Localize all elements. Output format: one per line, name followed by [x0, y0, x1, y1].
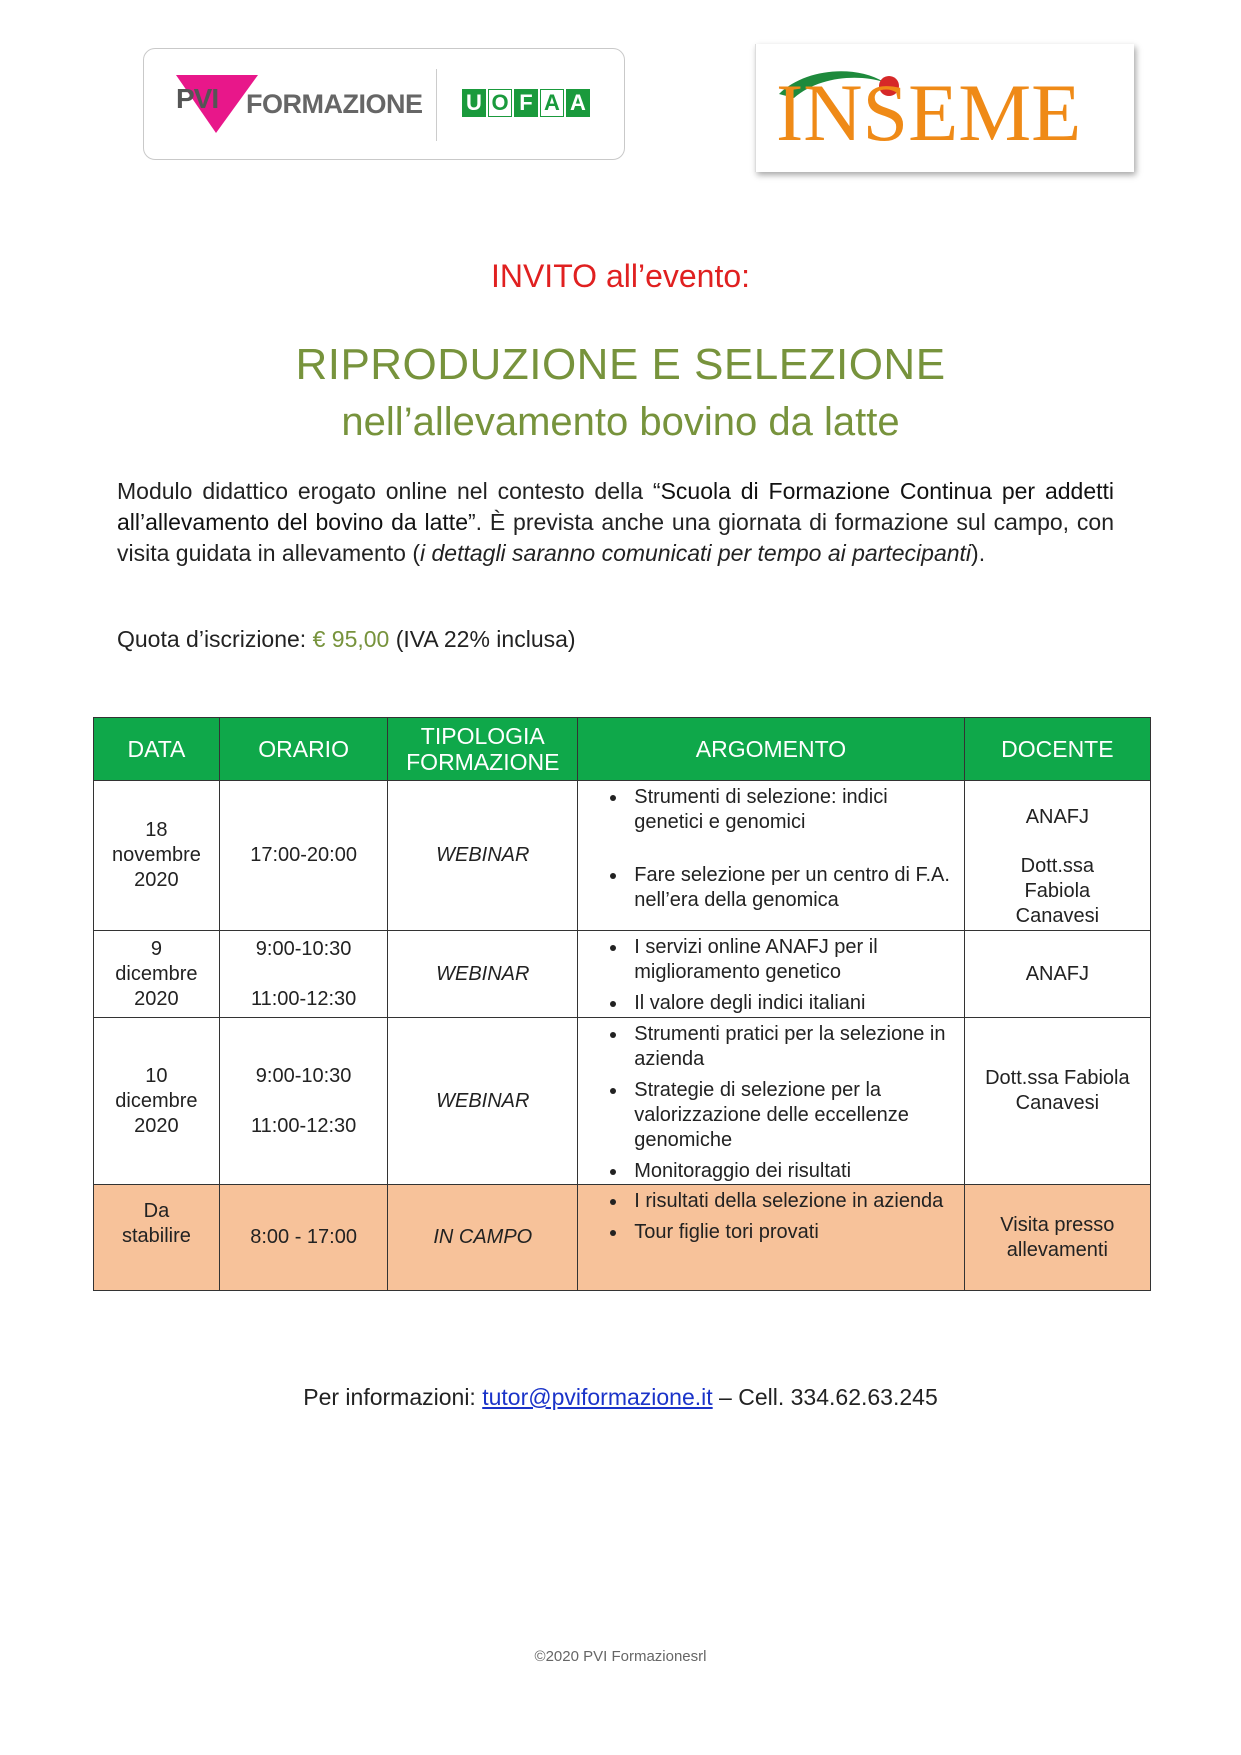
- event-subtitle: nell’allevamento bovino da latte: [341, 400, 900, 444]
- date-month: dicembre: [115, 962, 198, 985]
- quota-note: (IVA 22% inclusa): [389, 626, 576, 652]
- date-month: stabilire: [121, 1225, 191, 1247]
- intro-italic-note: i dettagli saranno comunicati per tempo ai partecipanti: [420, 540, 972, 566]
- cell-tipologia: WEBINAR: [388, 781, 578, 931]
- time-slot: 17:00-20:00: [250, 844, 357, 866]
- date-year: 2020: [134, 987, 179, 1010]
- uofaa-letter: O: [488, 89, 512, 117]
- time-slot: 11:00-12:30: [250, 1114, 357, 1137]
- date-day: 18: [145, 819, 168, 841]
- header-docente: DOCENTE: [964, 718, 1150, 781]
- intro-text: Modulo didattico erogato online nel contesto della “: [117, 478, 661, 504]
- school-name: Scuola di Formazione Continua per addetti all’allevamento del bovino da latte: [117, 478, 1114, 535]
- uofaa-letter: A: [540, 89, 564, 117]
- quota-price: € 95,00: [312, 626, 390, 652]
- date-year: 2020: [134, 869, 179, 891]
- cell-data: [94, 1018, 220, 1185]
- quota-line: [117, 626, 576, 653]
- teacher: Visita presso allevamenti: [1000, 1213, 1115, 1261]
- cell-data: [94, 931, 220, 1018]
- time-slot: 9:00-10:30: [255, 937, 352, 960]
- date-day: 9: [150, 937, 162, 960]
- table-row: [94, 781, 1151, 931]
- header-argomento: ARGOMENTO: [578, 718, 964, 781]
- teacher: ANAFJ: [1025, 962, 1090, 985]
- inseme-logo-text: INSEME: [776, 67, 1082, 158]
- cell-docente: [964, 1185, 1150, 1291]
- table-row: [94, 1018, 1151, 1185]
- email-link[interactable]: tutor@pviformazione.it: [482, 1384, 713, 1410]
- event-title: RIPRODUZIONE E SELEZIONE: [295, 340, 946, 389]
- uofaa-letter: A: [566, 89, 590, 117]
- uofaa-letter: U: [462, 89, 486, 117]
- invito-heading: INVITO all’evento:: [490, 258, 751, 294]
- topic-item: • Strumenti pratici per la selezione in azienda: [628, 1022, 955, 1072]
- cell-docente: [964, 1018, 1150, 1185]
- cell-docente: [964, 781, 1150, 931]
- date-month: dicembre: [115, 1089, 198, 1112]
- date-day: 10: [145, 1064, 168, 1087]
- teacher: Dott.ssa Fabiola Canavesi: [985, 1067, 1130, 1114]
- header-orario: ORARIO: [219, 718, 388, 781]
- formazione-logo-text: FORMAZIONE: [246, 89, 423, 119]
- cell-argomento: [578, 1018, 964, 1185]
- cell-tipologia: WEBINAR: [388, 931, 578, 1018]
- cell-docente: [964, 931, 1150, 1018]
- cell-tipologia: IN CAMPO: [388, 1185, 578, 1291]
- cell-argomento: [578, 781, 964, 931]
- time-slot: 9:00-10:30: [255, 1064, 352, 1087]
- time-slot: 11:00-12:30: [250, 987, 357, 1010]
- date-month: novembre: [111, 844, 201, 866]
- date-day: Da: [143, 1200, 170, 1222]
- time-slot: 8:00 - 17:00: [250, 1226, 357, 1248]
- header-tipologia: TIPOLOGIA FORMAZIONE: [388, 718, 578, 781]
- intro-text: ”. È prevista anche una giornata di formazione sul campo, con visita guidata in allevamento (: [117, 509, 1114, 566]
- cell-tipologia: WEBINAR: [388, 1018, 578, 1185]
- uofaa-logo: [462, 89, 590, 117]
- uofaa-letter: F: [514, 89, 538, 117]
- topic-item: • Monitoraggio dei risultati: [628, 1159, 955, 1184]
- cell-argomento: [578, 931, 964, 1018]
- topic-item: • Tour figlie tori provati: [628, 1220, 955, 1245]
- intro-text: ).: [971, 540, 986, 566]
- topic-item: • Fare selezione per un centro di F.A. nell’era della genomica: [628, 863, 955, 913]
- info-label: Per informazioni:: [303, 1384, 483, 1410]
- footer-copyright: ©2020 PVI Formazionesrl: [534, 1648, 707, 1665]
- table-header-row: [94, 718, 1151, 781]
- cell-data: [94, 1185, 220, 1291]
- topic-item: • I servizi online ANAFJ per il miglioramento genetico: [628, 935, 955, 985]
- cell-data: [94, 781, 220, 931]
- cell-orario: [219, 1018, 388, 1185]
- quota-label: Quota d’iscrizione:: [117, 626, 313, 652]
- teacher: Dott.ssa Fabiola Canavesi: [1015, 855, 1100, 927]
- cell-orario: [219, 781, 388, 931]
- pvi-logo-text: PVI: [176, 83, 219, 114]
- topic-item: • Strumenti di selezione: indici genetici e genomici: [628, 785, 955, 835]
- table-row: [94, 931, 1151, 1018]
- date-year: 2020: [134, 1114, 179, 1137]
- inseme-logo: [755, 44, 1134, 172]
- contact-info: [0, 1384, 1241, 1411]
- logo-divider: [436, 69, 437, 141]
- cell-orario: [219, 931, 388, 1018]
- cell-argomento: [578, 1185, 964, 1291]
- teacher: ANAFJ: [1025, 806, 1090, 828]
- pvi-uofaa-logo: [143, 48, 625, 160]
- cell-orario: [219, 1185, 388, 1291]
- phone-text: – Cell. 334.62.63.245: [712, 1384, 938, 1410]
- table-row: [94, 1185, 1151, 1291]
- topic-item: • I risultati della selezione in azienda: [628, 1189, 955, 1214]
- program-table: [93, 717, 1151, 1291]
- intro-paragraph: [117, 476, 1114, 569]
- header-data: DATA: [94, 718, 220, 781]
- topic-item: • Strategie di selezione per la valorizzazione delle eccellenze genomiche: [628, 1078, 955, 1153]
- topic-item: • Il valore degli indici italiani: [628, 991, 955, 1016]
